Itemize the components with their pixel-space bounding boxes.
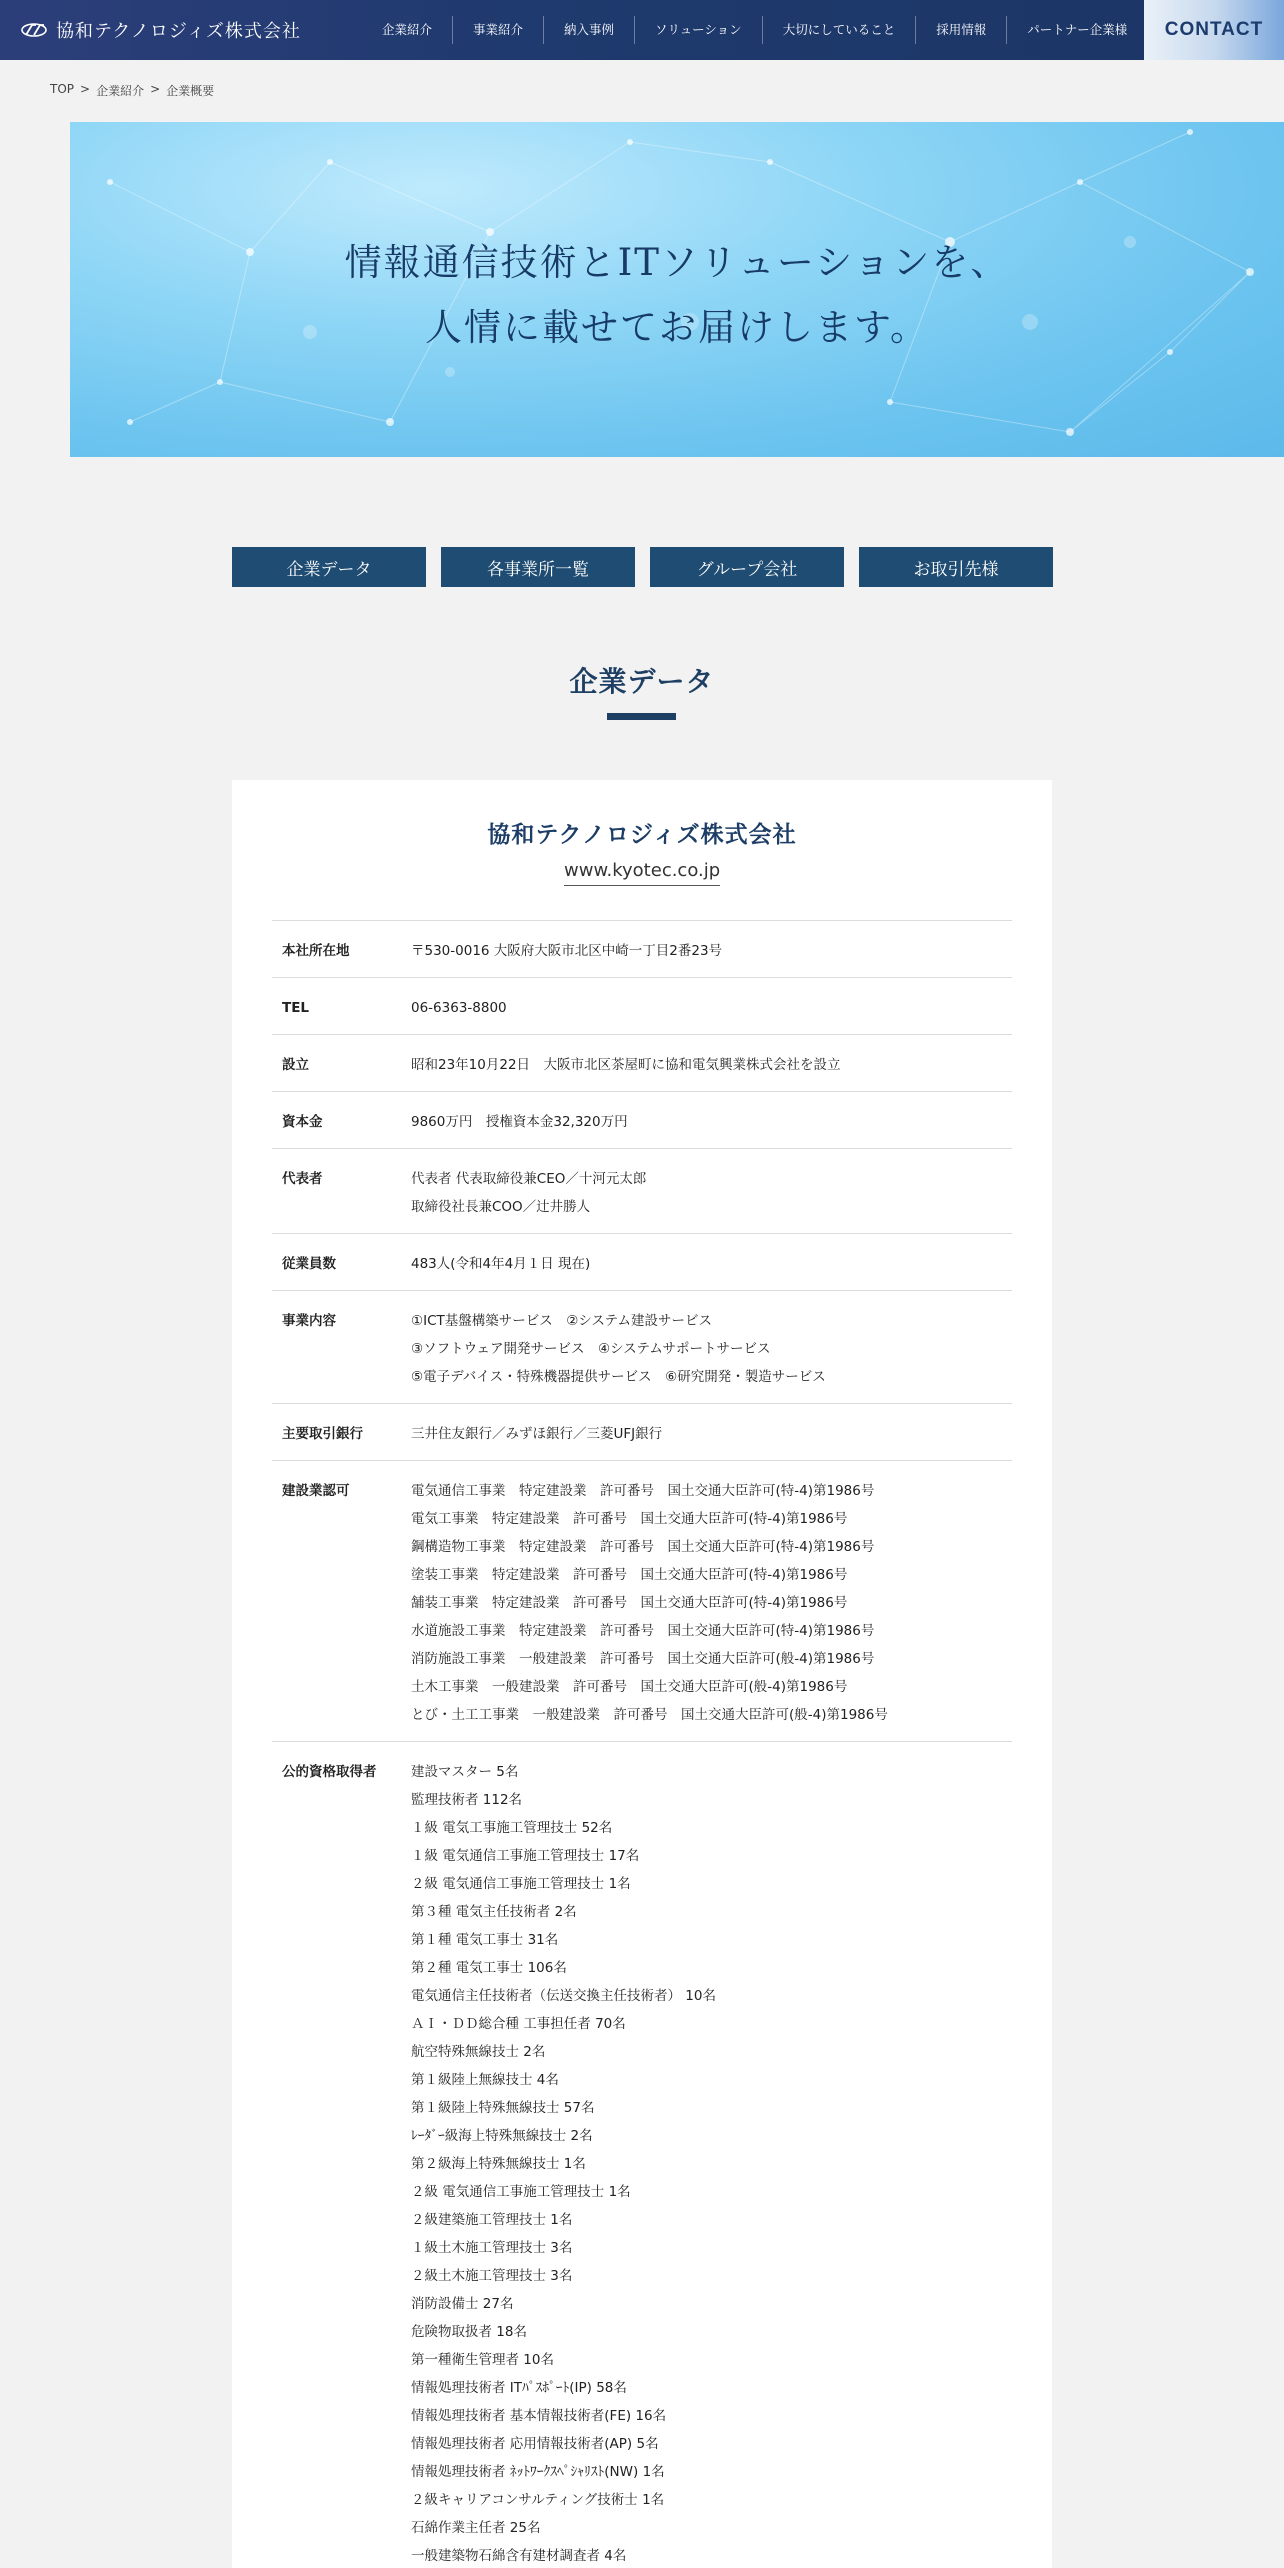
- row-value-line: 代表者 代表取締役兼CEO／十河元太郎: [411, 1171, 647, 1187]
- tab-clients[interactable]: お取引先様: [859, 547, 1053, 587]
- breadcrumb-separator: >: [150, 82, 161, 96]
- row-label: 公的資格取得者: [282, 1764, 377, 1780]
- global-nav: [362, 0, 1147, 60]
- breadcrumb-separator: >: [80, 82, 91, 96]
- tab-offices[interactable]: 各事業所一覧: [441, 547, 635, 587]
- row-value-line: 石綿作業主任者 25名: [411, 2520, 541, 2536]
- nav-partners[interactable]: パートナー企業様: [1006, 16, 1147, 44]
- hero-headline: [70, 230, 1284, 360]
- nav-recruit[interactable]: 採用情報: [915, 16, 1006, 44]
- row-value-line: ２級キャリアコンサルティング技術士 1名: [411, 2492, 665, 2508]
- row-value-line: 危険物取扱者 18名: [411, 2324, 527, 2340]
- breadcrumb-top[interactable]: TOP: [50, 82, 75, 96]
- table-row: [272, 978, 1012, 1035]
- hero-banner: [70, 122, 1284, 457]
- breadcrumb-current: 企業概要: [166, 84, 215, 98]
- row-value-line: ２級 電気通信工事施工管理技士 1名: [411, 1876, 631, 1892]
- row-value-line: 情報処理技術者 ﾈｯﾄﾜｰｸｽﾍﾟｼｬﾘｽﾄ(NW) 1名: [411, 2464, 665, 2480]
- tab-company-data[interactable]: 企業データ: [232, 547, 426, 587]
- row-value-line: 電気通信主任技術者（伝送交換主任技術者） 10名: [411, 1988, 716, 2004]
- row-value-line: １級 電気通信工事施工管理技士 17名: [411, 1848, 640, 1864]
- table-row: [272, 1461, 1012, 1742]
- row-value: [411, 1307, 1012, 1391]
- table-row: [272, 1149, 1012, 1234]
- row-label: 設立: [282, 1057, 309, 1073]
- row-label: 代表者: [282, 1171, 323, 1187]
- row-value-line: 舗装工事業 特定建設業 許可番号 国土交通大臣許可(特-4)第1986号: [411, 1595, 848, 1611]
- nav-solutions[interactable]: ソリューション: [634, 16, 762, 44]
- logo-mark-icon: [20, 21, 48, 39]
- row-value-line: ①ICT基盤構築サービス ②システム建設サービス: [411, 1313, 713, 1329]
- row-value-line: 第２級海上特殊無線技士 1名: [411, 2156, 586, 2172]
- row-value-line: ２級建築施工管理技士 1名: [411, 2212, 573, 2228]
- row-value-line: 航空特殊無線技士 2名: [411, 2044, 546, 2060]
- company-name: 協和テクノロジィズ株式会社: [487, 822, 797, 848]
- company-url-link[interactable]: www.kyotec.co.jp: [564, 860, 720, 886]
- table-row: [272, 1234, 1012, 1291]
- row-label: 建設業認可: [282, 1483, 350, 1499]
- site-logo[interactable]: [20, 17, 301, 43]
- hero-line-1: 情報通信技術とITソリューションを、: [344, 241, 1010, 284]
- row-value-line: ＡＩ・ＤＤ総合種 工事担任者 70名: [411, 2016, 626, 2032]
- row-value-line: 水道施設工事業 特定建設業 許可番号 国土交通大臣許可(特-4)第1986号: [411, 1623, 875, 1639]
- row-value-line: 第１級陸上無線技士 4名: [411, 2072, 559, 2088]
- company-data-card: [232, 780, 1052, 2568]
- row-value-line: ⑤電子デバイス・特殊機器提供サービス ⑥研究開発・製造サービス: [411, 1369, 826, 1385]
- row-value-line: 第一種衛生管理者 10名: [411, 2352, 554, 2368]
- row-value-line: ２級土木施工管理技士 3名: [411, 2268, 573, 2284]
- table-row: [272, 1404, 1012, 1461]
- row-value-line: ﾚｰﾀﾞｰ級海上特殊無線技士 2名: [411, 2128, 593, 2144]
- nav-company[interactable]: 企業紹介: [382, 22, 433, 37]
- row-value-line: 情報処理技術者 基本情報技術者(FE) 16名: [411, 2408, 667, 2424]
- row-value-line: １級土木施工管理技士 3名: [411, 2240, 573, 2256]
- row-value: [411, 1165, 1012, 1221]
- row-value-line: ２級 電気通信工事施工管理技士 1名: [411, 2184, 631, 2200]
- row-value-line: ③ソフトウェア開発サービス ④システムサポートサービス: [411, 1341, 771, 1357]
- site-header: [0, 0, 1284, 60]
- section-title-underline: [607, 713, 676, 720]
- row-value-line: 消防設備士 27名: [411, 2296, 514, 2312]
- row-value-line: 情報処理技術者 応用情報技術者(AP) 5名: [411, 2436, 659, 2452]
- row-value-line: 情報処理技術者 ITﾊﾟｽﾎﾟｰﾄ(IP) 58名: [411, 2380, 627, 2396]
- row-label: 主要取引銀行: [282, 1426, 363, 1442]
- row-value-line: 第１級陸上特殊無線技士 57名: [411, 2100, 595, 2116]
- nav-business[interactable]: 事業紹介: [452, 16, 543, 44]
- row-label: TEL: [282, 1000, 310, 1016]
- row-value-line: 第３種 電気主任技術者 2名: [411, 1904, 577, 1920]
- nav-values[interactable]: 大切にしていること: [762, 16, 916, 44]
- hero-line-2: 人情に載せてお届けします。: [424, 306, 930, 349]
- row-value: [411, 1758, 1012, 2568]
- contact-button[interactable]: CONTACT: [1144, 0, 1284, 60]
- row-label: 本社所在地: [282, 943, 350, 959]
- row-value-line: 06-6363-8800: [411, 1000, 507, 1016]
- row-value: [411, 1477, 1012, 1729]
- row-value-line: 電気工事業 特定建設業 許可番号 国土交通大臣許可(特-4)第1986号: [411, 1511, 848, 1527]
- row-value-line: 建設マスター 5名: [411, 1764, 519, 1780]
- row-label: 資本金: [282, 1114, 323, 1130]
- row-value-line: 昭和23年10月22日 大阪市北区茶屋町に協和電気興業株式会社を設立: [411, 1057, 841, 1073]
- row-value-line: 塗装工事業 特定建設業 許可番号 国土交通大臣許可(特-4)第1986号: [411, 1567, 848, 1583]
- row-label: 事業内容: [282, 1313, 336, 1329]
- row-value: [411, 1108, 1012, 1136]
- row-value-line: 取締役社長兼COO／辻井勝人: [411, 1199, 591, 1215]
- row-value-line: 483人(令和4年4月１日 現在): [411, 1256, 591, 1272]
- row-value-line: 一般建築物石綿含有建材調査者 4名: [411, 2548, 627, 2564]
- row-value: [411, 1051, 1012, 1079]
- row-label: 従業員数: [282, 1256, 336, 1272]
- row-value: [411, 1420, 1012, 1448]
- breadcrumb-company[interactable]: 企業紹介: [96, 84, 145, 98]
- row-value-line: 電気通信工事業 特定建設業 許可番号 国土交通大臣許可(特-4)第1986号: [411, 1483, 875, 1499]
- table-row: [272, 1092, 1012, 1149]
- table-row: [272, 921, 1012, 978]
- section-title: 企業データ: [569, 665, 715, 698]
- nav-cases[interactable]: 納入事例: [543, 16, 634, 44]
- row-value-line: 鋼構造物工事業 特定建設業 許可番号 国土交通大臣許可(特-4)第1986号: [411, 1539, 875, 1555]
- row-value-line: 9860万円 授権資本金32,320万円: [411, 1114, 628, 1130]
- row-value-line: 三井住友銀行／みずほ銀行／三菱UFJ銀行: [411, 1426, 663, 1442]
- row-value-line: 第２種 電気工事士 106名: [411, 1960, 567, 1976]
- table-row: [272, 1742, 1012, 2568]
- row-value-line: とび・土工工事業 一般建設業 許可番号 国土交通大臣許可(般-4)第1986号: [411, 1707, 888, 1723]
- table-row: [272, 1035, 1012, 1092]
- row-value: [411, 994, 1012, 1022]
- section-tabs: [232, 547, 1053, 587]
- row-value-line: 監理技術者 112名: [411, 1792, 523, 1808]
- row-value: [411, 937, 1012, 965]
- row-value-line: 〒530-0016 大阪府大阪市北区中崎一丁目2番23号: [411, 943, 723, 959]
- logo-text: 協和テクノロジィズ株式会社: [56, 21, 301, 42]
- company-data-table: [272, 920, 1012, 2568]
- row-value-line: 消防施設工事業 一般建設業 許可番号 国土交通大臣許可(般-4)第1986号: [411, 1651, 875, 1667]
- breadcrumb: [50, 82, 214, 99]
- tab-group-companies[interactable]: グループ会社: [650, 547, 844, 587]
- row-value-line: １級 電気工事施工管理技士 52名: [411, 1820, 613, 1836]
- table-row: [272, 1291, 1012, 1404]
- row-value: [411, 1250, 1012, 1278]
- row-value-line: 土木工事業 一般建設業 許可番号 国土交通大臣許可(般-4)第1986号: [411, 1679, 848, 1695]
- row-value-line: 第１種 電気工事士 31名: [411, 1932, 559, 1948]
